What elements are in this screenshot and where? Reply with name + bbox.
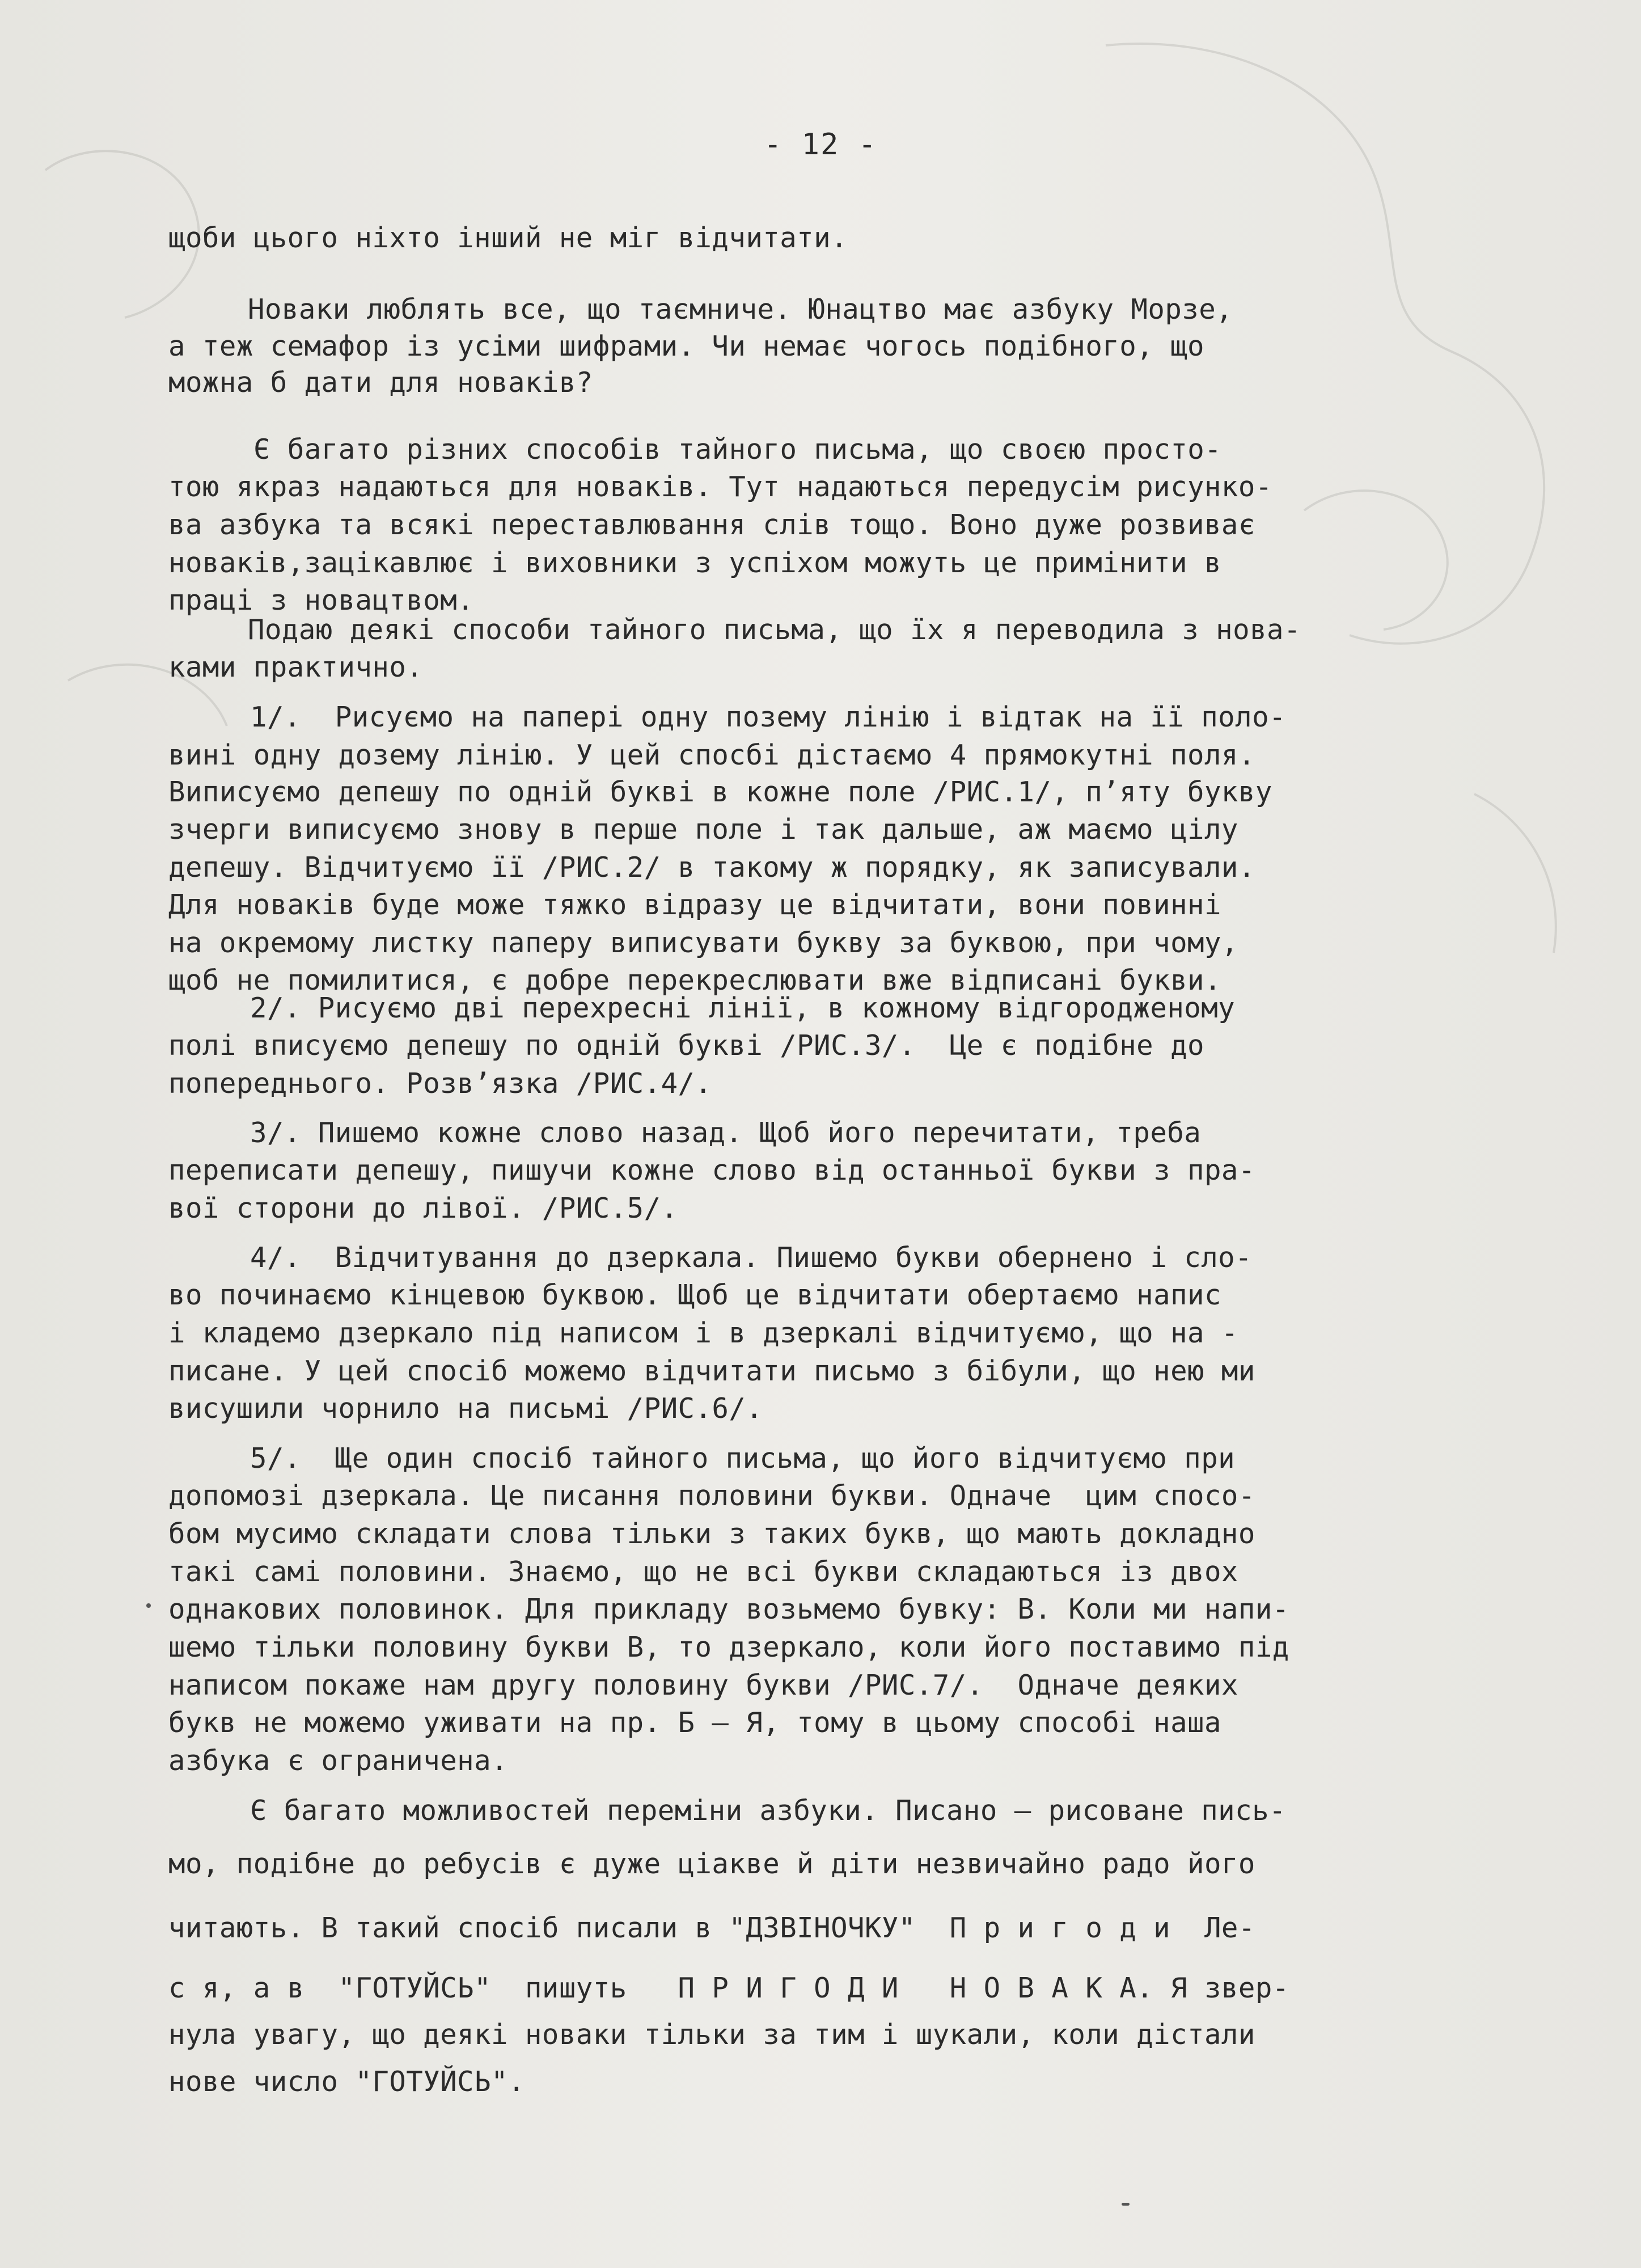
- text-line: щоби цього ніхто інший не міг відчитати.: [168, 222, 848, 254]
- text-line: однакових половинок. Для прикладу возьмемо бувку: В. Коли ми напи-: [168, 1593, 1289, 1625]
- text-line: такі самі половини. Знаємо, що не всі букви складаються із двох: [168, 1556, 1238, 1588]
- page-number: - 12 -: [764, 128, 877, 162]
- text-line: 5/. Ще один спосіб тайного письма, що його відчитуємо при: [250, 1442, 1236, 1475]
- text-line: депешу. Відчитуємо її /РИС.2/ в такому ж порядку, як записували.: [168, 851, 1255, 884]
- text-line: бом мусимо складати слова тільки з таких букв, що мають докладно: [168, 1518, 1255, 1550]
- text-line: 4/. Відчитування до дзеркала. Пишемо букви обернено і сло-: [250, 1241, 1253, 1274]
- text-line: мо, подібне до ребусів є дуже ціакве й діти незвичайно радо його: [168, 1848, 1255, 1880]
- text-line: зчерги виписуємо знову в перше поле і так дальше, аж маємо цілу: [168, 813, 1238, 846]
- text-line: ками практично.: [168, 651, 424, 683]
- text-line: букв не можемо уживати на пр. Б – Я, тому в цьому способі наша: [168, 1707, 1221, 1739]
- text-line: Подаю деякі способи тайного письма, що їх я переводила з нова-: [248, 614, 1301, 646]
- text-line: допомозі дзеркала. Це писання половини букви. Одначе цим спосо-: [168, 1480, 1255, 1512]
- text-line: висушили чорнило на письмі /РИС.6/.: [168, 1392, 763, 1425]
- text-line: на окремому листку паперу виписувати букву за буквою, при чому,: [168, 927, 1238, 959]
- text-line: попереднього. Розв’язка /РИС.4/.: [168, 1067, 712, 1100]
- text-line: нула увагу, що деякі новаки тільки за тим і шукали, коли дістали: [168, 2018, 1255, 2051]
- text-line: щоб не помилитися, є добре перекреслювати вже відписані букви.: [168, 964, 1221, 996]
- text-line: новаків,зацікавлює і виховники з успіхом можуть це примінити в: [168, 547, 1221, 579]
- text-line: писане. У цей спосіб можемо відчитати письмо з бібули, що нею ми: [168, 1355, 1255, 1387]
- text-line: шемо тільки половину букви В, то дзеркало, коли його поставимо під: [168, 1631, 1289, 1663]
- text-line: тою якраз надаються для новаків. Тут надаються передусім рисунко-: [168, 471, 1272, 503]
- text-line: вині одну дозему лінію. У цей спосбі дістаємо 4 прямокутні поля.: [168, 739, 1255, 771]
- text-line: читають. В такий спосіб писали в "ДЗВІНОЧКУ" П р и г о д и Ле-: [168, 1912, 1255, 1944]
- text-line: во починаємо кінцевою буквою. Щоб це відчитати обертаємо напис: [168, 1279, 1221, 1311]
- margin-speck: [146, 1603, 151, 1608]
- text-line: переписати депешу, пишучи кожне слово від останньої букви з пра-: [168, 1154, 1255, 1186]
- text-line: праці з новацтвом.: [168, 584, 475, 616]
- text-line: 3/. Пишемо кожне слово назад. Щоб його перечитати, треба: [250, 1117, 1202, 1149]
- text-line: Виписуємо депешу по одній букві в кожне поле /РИС.1/, п’яту букву: [168, 776, 1272, 808]
- text-line: полі вписуємо депешу по одній букві /РИС.3/. Це є подібне до: [168, 1029, 1204, 1062]
- text-line: 2/. Рисуємо дві перехресні лінії, в кожному відгородженому: [250, 992, 1236, 1024]
- text-line: вої сторони до лівої. /РИС.5/.: [168, 1192, 678, 1224]
- text-line: нове число "ГОТУЙСЬ".: [168, 2066, 525, 2098]
- text-line: Новаки люблять все, що таємниче. Юнацтво має азбуку Морзе,: [248, 293, 1233, 326]
- text-line: Є багато різних способів тайного письма, що своєю просто-: [253, 433, 1222, 466]
- text-line: 1/. Рисуємо на папері одну позему лінію і відтак на її поло-: [250, 701, 1286, 733]
- text-line: можна б дати для новаків?: [168, 366, 593, 399]
- text-line: Є багато можливостей переміни азбуки. Писано – рисоване пись-: [250, 1794, 1286, 1827]
- text-line: с я, а в "ГОТУЙСЬ" пишуть П Р И Г О Д И Н О В А К А. Я звер-: [168, 1972, 1289, 2004]
- text-line: азбука є ограничена.: [168, 1745, 509, 1777]
- text-line: а теж семафор із усіми шифрами. Чи немає чогось подібного, що: [168, 330, 1204, 362]
- text-line: написом покаже нам другу половину букви /РИС.7/. Одначе деяких: [168, 1669, 1238, 1701]
- margin-speck: [1122, 2203, 1130, 2206]
- text-line: Для новаків буде може тяжко відразу це відчитати, вони повинні: [168, 889, 1221, 921]
- text-line: ва азбука та всякі переставлювання слів тощо. Воно дуже розвиває: [168, 509, 1255, 541]
- text-line: і кладемо дзеркало під написом і в дзеркалі відчитуємо, що на -: [168, 1317, 1238, 1349]
